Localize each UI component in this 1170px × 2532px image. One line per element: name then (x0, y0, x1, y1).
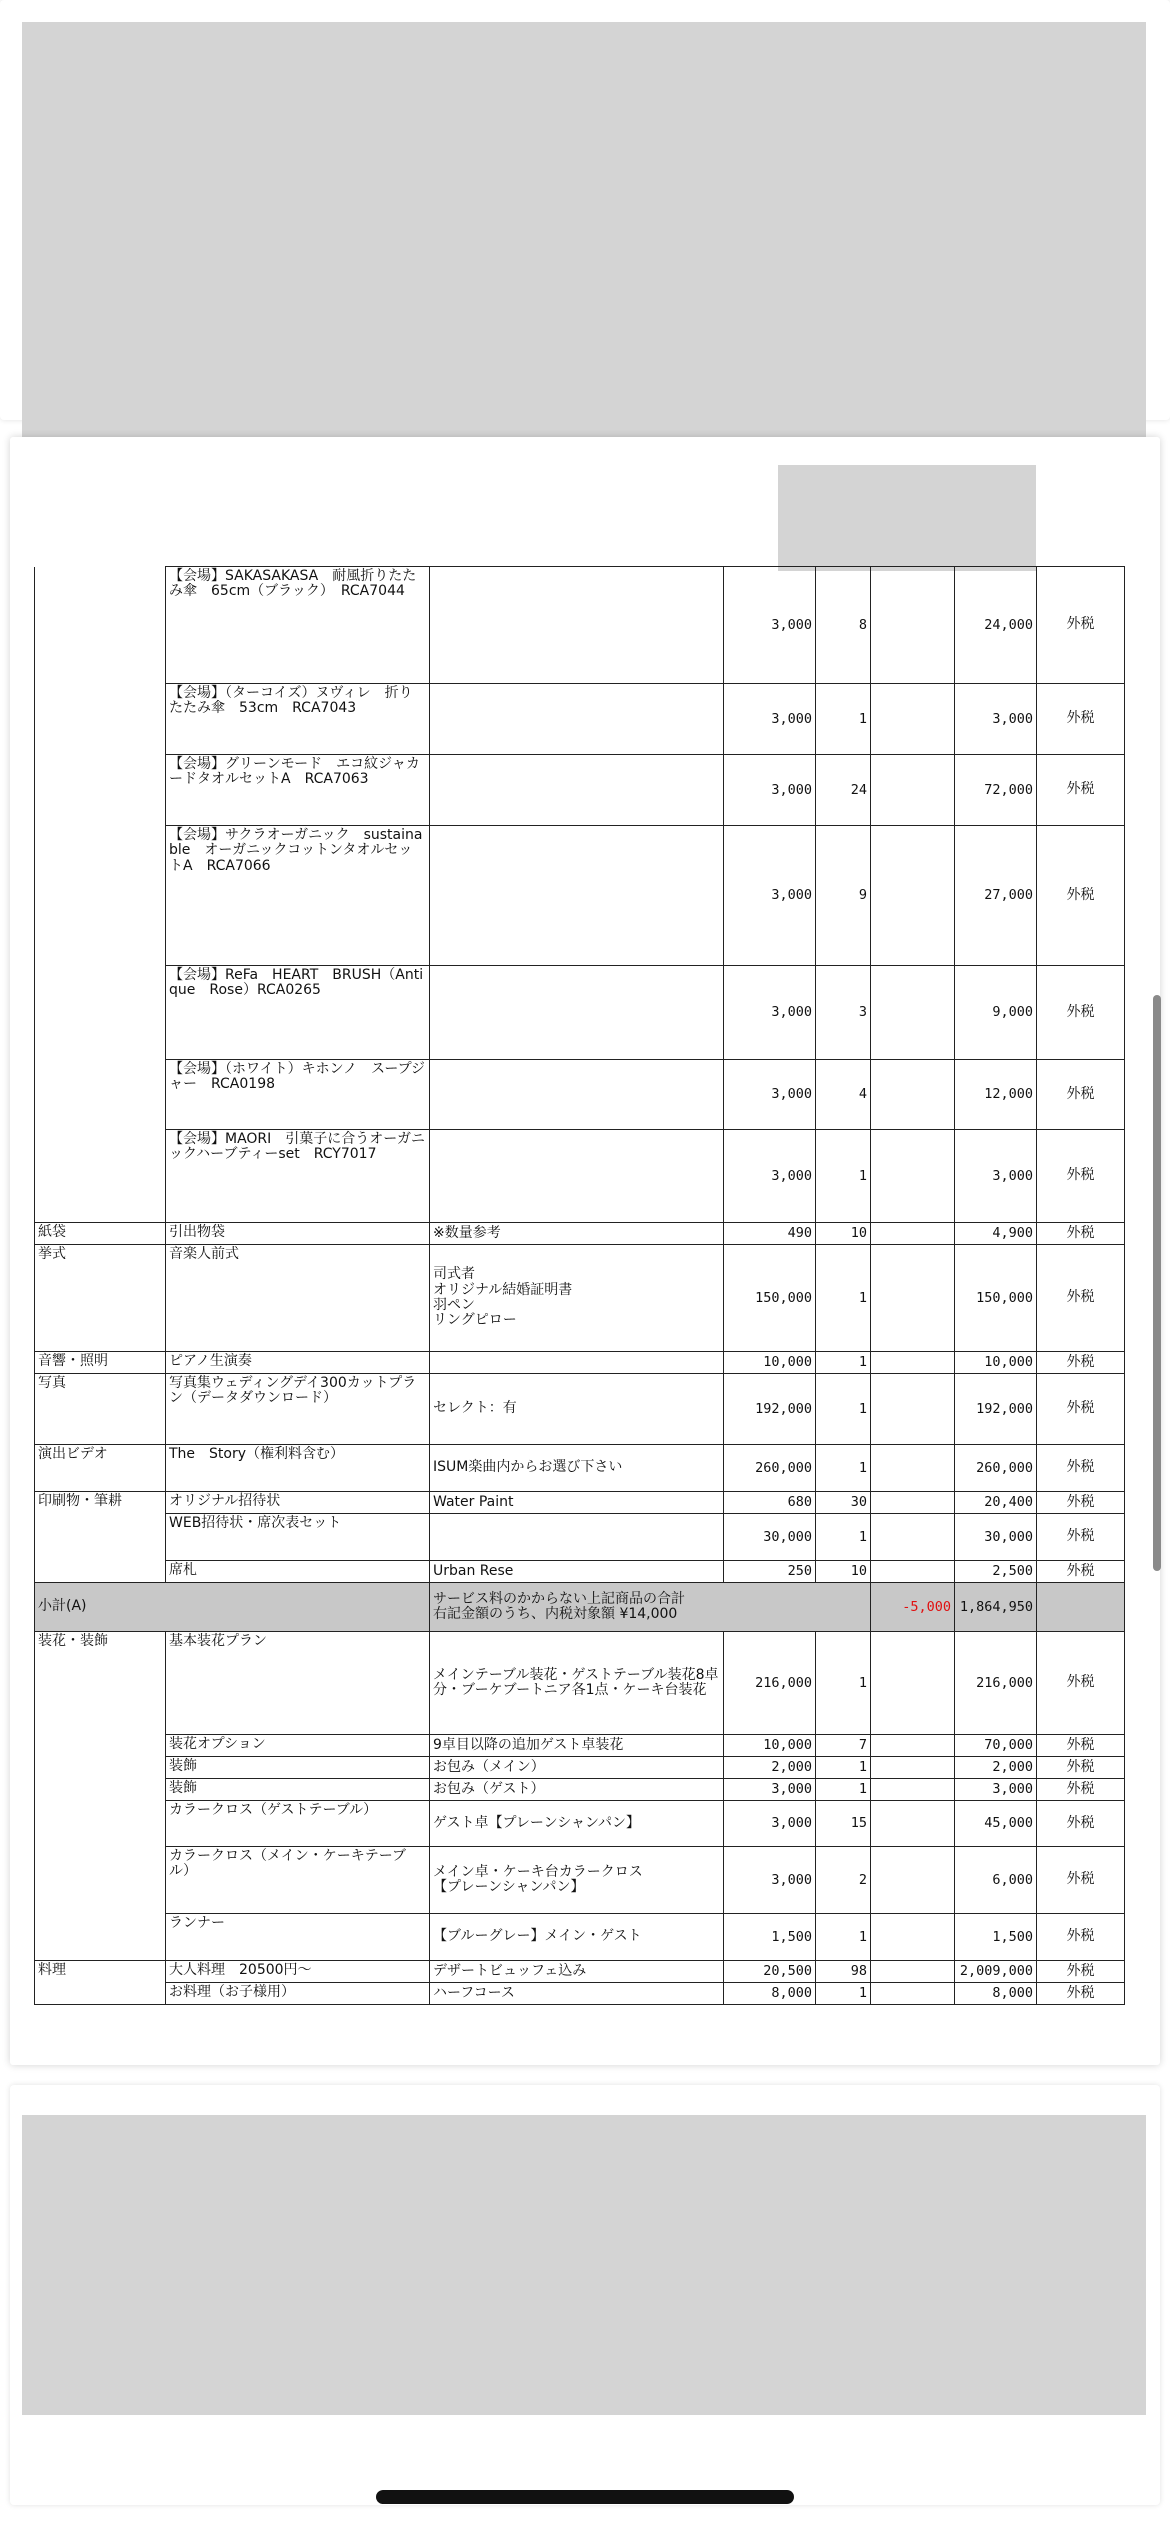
note-cell (430, 1060, 724, 1130)
discount-cell (871, 1779, 955, 1801)
estimate-rows-a (35, 567, 1125, 1583)
item-cell: The Story（権利料含む） (166, 1445, 430, 1492)
unit-price-cell: 192,000 (724, 1374, 816, 1445)
table-row (35, 1632, 1125, 1735)
tax-type-cell: 外税 (1037, 1757, 1125, 1779)
note-cell (430, 684, 724, 755)
note-cell: Water Paint (430, 1492, 724, 1514)
unit-price-cell: 20,500 (724, 1961, 816, 1983)
discount-cell (871, 1445, 955, 1492)
item-cell: 【会場】MAORI 引菓子に合うオーガニックハーブティーset RCY7017 (166, 1130, 430, 1223)
note-cell: 【ブルーグレー】メイン・ゲスト (430, 1914, 724, 1961)
discount-cell (871, 1914, 955, 1961)
item-cell: 装花オプション (166, 1735, 430, 1757)
note-cell: セレクト：有 (430, 1374, 724, 1445)
quantity-cell: 1 (816, 1352, 871, 1374)
tax-type-cell: 外税 (1037, 1445, 1125, 1492)
amount-cell: 3,000 (955, 1779, 1037, 1801)
discount-cell (871, 1801, 955, 1847)
table-row (35, 1223, 1125, 1245)
item-cell: ランナー (166, 1914, 430, 1961)
tax-type-cell: 外税 (1037, 684, 1125, 755)
item-cell: 基本装花プラン (166, 1632, 430, 1735)
discount-cell (871, 1514, 955, 1561)
quantity-cell: 9 (816, 826, 871, 966)
amount-cell: 2,009,000 (955, 1961, 1037, 1983)
tax-type-cell: 外税 (1037, 1352, 1125, 1374)
category-cell (35, 1847, 166, 1914)
unit-price-cell: 10,000 (724, 1735, 816, 1757)
category-cell (35, 1060, 166, 1130)
quantity-cell: 10 (816, 1561, 871, 1583)
table-row (35, 1847, 1125, 1914)
discount-cell (871, 1632, 955, 1735)
discount-cell (871, 755, 955, 826)
category-cell (35, 1130, 166, 1223)
discount-cell (871, 1223, 955, 1245)
discount-cell (871, 684, 955, 755)
amount-cell: 6,000 (955, 1847, 1037, 1914)
item-cell: お料理（お子様用） (166, 1983, 430, 2005)
tax-type-cell: 外税 (1037, 1245, 1125, 1352)
item-cell: 【会場】サクラオーガニック sustainable オーガニックコットンタオルセットA RCA7066 (166, 826, 430, 966)
subtotal-note-line1: サービス料のかからない上記商品の合計 (433, 1590, 685, 1607)
discount-cell (871, 826, 955, 966)
item-cell: 引出物袋 (166, 1223, 430, 1245)
quantity-cell: 1 (816, 1983, 871, 2005)
tax-type-cell: 外税 (1037, 1914, 1125, 1961)
scrollbar[interactable] (1153, 995, 1161, 1571)
discount-cell (871, 1961, 955, 1983)
tax-type-cell: 外税 (1037, 1561, 1125, 1583)
item-cell: 【会場】（ターコイズ）ヌヴィレ 折りたたみ傘 53cm RCA7043 (166, 684, 430, 755)
amount-cell: 150,000 (955, 1245, 1037, 1352)
tax-type-cell: 外税 (1037, 1223, 1125, 1245)
redacted-area-bottom (22, 2115, 1146, 2415)
category-cell (35, 755, 166, 826)
item-cell: 【会場】ReFa HEART BRUSH（Antique Rose）RCA0265 (166, 966, 430, 1060)
category-cell (35, 966, 166, 1060)
amount-cell: 192,000 (955, 1374, 1037, 1445)
note-cell: お包み（メイン） (430, 1757, 724, 1779)
quantity-cell: 1 (816, 1445, 871, 1492)
table-row (35, 1514, 1125, 1561)
table-row (35, 1374, 1125, 1445)
amount-cell: 3,000 (955, 684, 1037, 755)
quantity-cell: 1 (816, 684, 871, 755)
table-row (35, 826, 1125, 966)
tax-type-cell: 外税 (1037, 1847, 1125, 1914)
table-row (35, 966, 1125, 1060)
quantity-cell: 24 (816, 755, 871, 826)
item-cell: 席札 (166, 1561, 430, 1583)
amount-cell: 4,900 (955, 1223, 1037, 1245)
unit-price-cell: 3,000 (724, 1801, 816, 1847)
discount-cell (871, 1561, 955, 1583)
subtotal-note (430, 1583, 871, 1632)
tax-type-cell: 外税 (1037, 1735, 1125, 1757)
unit-price-cell: 680 (724, 1492, 816, 1514)
note-cell: ハーフコース (430, 1983, 724, 2005)
tax-type-cell: 外税 (1037, 1514, 1125, 1561)
category-cell (35, 1561, 166, 1583)
note-cell (430, 966, 724, 1060)
amount-cell: 45,000 (955, 1801, 1037, 1847)
unit-price-cell: 150,000 (724, 1245, 816, 1352)
quantity-cell: 1 (816, 1632, 871, 1735)
amount-cell: 260,000 (955, 1445, 1037, 1492)
home-indicator[interactable] (376, 2490, 794, 2504)
tax-type-cell: 外税 (1037, 1961, 1125, 1983)
table-row (35, 1492, 1125, 1514)
table-row (35, 1245, 1125, 1352)
table-row (35, 1779, 1125, 1801)
note-cell: ISUM楽曲内からお選び下さい (430, 1445, 724, 1492)
unit-price-cell: 30,000 (724, 1514, 816, 1561)
category-cell: 印刷物・筆耕 (35, 1492, 166, 1514)
category-cell (35, 1779, 166, 1801)
quantity-cell: 1 (816, 1245, 871, 1352)
category-cell (35, 1914, 166, 1961)
subtotal-tax (1037, 1583, 1125, 1632)
table-row (35, 1801, 1125, 1847)
discount-cell (871, 1352, 955, 1374)
subtotal-discount: -5,000 (871, 1583, 955, 1632)
table-row (35, 1352, 1125, 1374)
subtotal-note-line2: 右記金額のうち、内税対象額 ¥14,000 (433, 1606, 678, 1622)
amount-cell: 24,000 (955, 567, 1037, 684)
quantity-cell: 8 (816, 567, 871, 684)
estimate-rows-b (35, 1632, 1125, 2005)
discount-cell (871, 1983, 955, 2005)
redacted-area-top (22, 22, 1146, 440)
item-cell: 音楽人前式 (166, 1245, 430, 1352)
tax-type-cell: 外税 (1037, 1060, 1125, 1130)
quantity-cell: 98 (816, 1961, 871, 1983)
quantity-cell: 1 (816, 1757, 871, 1779)
item-cell: WEB招待状・席次表セット (166, 1514, 430, 1561)
item-cell: 写真集ウェディングデイ300カットプラン（データダウンロード） (166, 1374, 430, 1445)
item-cell: 【会場】グリーンモード エコ紋ジャカードタオルセットA RCA7063 (166, 755, 430, 826)
item-cell: 装飾 (166, 1779, 430, 1801)
unit-price-cell: 216,000 (724, 1632, 816, 1735)
category-cell: 写真 (35, 1374, 166, 1445)
quantity-cell: 15 (816, 1801, 871, 1847)
quantity-cell: 1 (816, 1914, 871, 1961)
tax-type-cell: 外税 (1037, 755, 1125, 826)
tax-type-cell: 外税 (1037, 826, 1125, 966)
tax-type-cell: 外税 (1037, 1801, 1125, 1847)
discount-cell (871, 1847, 955, 1914)
unit-price-cell: 3,000 (724, 1060, 816, 1130)
category-cell: 音響・照明 (35, 1352, 166, 1374)
unit-price-cell: 3,000 (724, 1779, 816, 1801)
note-cell: 司式者 オリジナル結婚証明書 羽ペン リングピロー (430, 1245, 724, 1352)
quantity-cell: 1 (816, 1779, 871, 1801)
tax-type-cell: 外税 (1037, 1374, 1125, 1445)
note-cell (430, 826, 724, 966)
quantity-cell: 2 (816, 1847, 871, 1914)
unit-price-cell: 3,000 (724, 1847, 816, 1914)
tax-type-cell: 外税 (1037, 1983, 1125, 2005)
note-cell: メインテーブル装花・ゲストテーブル装花8卓分・ブーケブートニア各1点・ケーキ台装花 (430, 1632, 724, 1735)
table-row (35, 1561, 1125, 1583)
category-cell (35, 684, 166, 755)
category-cell: 演出ビデオ (35, 1445, 166, 1492)
discount-cell (871, 1757, 955, 1779)
table-row (35, 1757, 1125, 1779)
discount-cell (871, 1492, 955, 1514)
category-cell: 装花・装飾 (35, 1632, 166, 1735)
category-cell: 料理 (35, 1961, 166, 1983)
table-row (35, 1961, 1125, 1983)
unit-price-cell: 1,500 (724, 1914, 816, 1961)
table-row (35, 1060, 1125, 1130)
amount-cell: 1,500 (955, 1914, 1037, 1961)
table-row (35, 1735, 1125, 1757)
item-cell: カラークロス（ゲストテーブル） (166, 1801, 430, 1847)
tax-type-cell: 外税 (1037, 966, 1125, 1060)
table-row (35, 1914, 1125, 1961)
note-cell: ※数量参考 (430, 1223, 724, 1245)
item-cell: 装飾 (166, 1757, 430, 1779)
unit-price-cell: 260,000 (724, 1445, 816, 1492)
discount-cell (871, 1374, 955, 1445)
tax-type-cell: 外税 (1037, 567, 1125, 684)
subtotal-amount: 1,864,950 (955, 1583, 1037, 1632)
unit-price-cell: 8,000 (724, 1983, 816, 2005)
table-row (35, 1445, 1125, 1492)
table-row (35, 567, 1125, 684)
discount-cell (871, 1245, 955, 1352)
table-row (35, 1130, 1125, 1223)
note-cell (430, 1352, 724, 1374)
unit-price-cell: 3,000 (724, 567, 816, 684)
note-cell (430, 1130, 724, 1223)
amount-cell: 27,000 (955, 826, 1037, 966)
discount-cell (871, 966, 955, 1060)
unit-price-cell: 490 (724, 1223, 816, 1245)
item-cell: オリジナル招待状 (166, 1492, 430, 1514)
category-cell (35, 1983, 166, 2005)
item-cell: 【会場】（ホワイト）キホンノ スープジャー RCA0198 (166, 1060, 430, 1130)
item-cell: 大人料理 20500円～ (166, 1961, 430, 1983)
category-cell (35, 1757, 166, 1779)
amount-cell: 72,000 (955, 755, 1037, 826)
unit-price-cell: 250 (724, 1561, 816, 1583)
amount-cell: 70,000 (955, 1735, 1037, 1757)
category-cell (35, 1801, 166, 1847)
note-cell (430, 1514, 724, 1561)
unit-price-cell: 3,000 (724, 684, 816, 755)
category-cell (35, 1514, 166, 1561)
item-cell: ピアノ生演奏 (166, 1352, 430, 1374)
amount-cell: 8,000 (955, 1983, 1037, 2005)
quantity-cell: 10 (816, 1223, 871, 1245)
quantity-cell: 3 (816, 966, 871, 1060)
unit-price-cell: 10,000 (724, 1352, 816, 1374)
note-cell (430, 755, 724, 826)
category-cell: 挙式 (35, 1245, 166, 1352)
note-cell: デザートビュッフェ込み (430, 1961, 724, 1983)
note-cell (430, 567, 724, 684)
tax-type-cell: 外税 (1037, 1779, 1125, 1801)
tax-type-cell: 外税 (1037, 1492, 1125, 1514)
unit-price-cell: 3,000 (724, 966, 816, 1060)
category-cell (35, 1735, 166, 1757)
quantity-cell: 4 (816, 1060, 871, 1130)
amount-cell: 30,000 (955, 1514, 1037, 1561)
unit-price-cell: 2,000 (724, 1757, 816, 1779)
amount-cell: 2,000 (955, 1757, 1037, 1779)
quantity-cell: 7 (816, 1735, 871, 1757)
redacted-area-header (778, 465, 1036, 571)
subtotal-row (35, 1583, 1125, 1632)
category-cell: 紙袋 (35, 1223, 166, 1245)
amount-cell: 2,500 (955, 1561, 1037, 1583)
note-cell: ゲスト卓【プレーンシャンパン】 (430, 1801, 724, 1847)
estimate-table (34, 566, 1125, 2005)
quantity-cell: 1 (816, 1374, 871, 1445)
amount-cell: 20,400 (955, 1492, 1037, 1514)
item-cell: カラークロス（メイン・ケーキテーブル） (166, 1847, 430, 1914)
tax-type-cell: 外税 (1037, 1130, 1125, 1223)
note-cell: メイン卓・ケーキ台カラークロス 【プレーンシャンパン】 (430, 1847, 724, 1914)
unit-price-cell: 3,000 (724, 1130, 816, 1223)
subtotal-label: 小計(A) (35, 1583, 430, 1632)
unit-price-cell: 3,000 (724, 755, 816, 826)
amount-cell: 3,000 (955, 1130, 1037, 1223)
discount-cell (871, 1735, 955, 1757)
amount-cell: 12,000 (955, 1060, 1037, 1130)
note-cell: Urban Rese (430, 1561, 724, 1583)
table-row (35, 684, 1125, 755)
unit-price-cell: 3,000 (724, 826, 816, 966)
amount-cell: 216,000 (955, 1632, 1037, 1735)
discount-cell (871, 567, 955, 684)
note-cell: 9卓目以降の追加ゲスト卓装花 (430, 1735, 724, 1757)
category-cell (35, 567, 166, 684)
amount-cell: 9,000 (955, 966, 1037, 1060)
quantity-cell: 30 (816, 1492, 871, 1514)
item-cell: 【会場】SAKASAKASA 耐風折りたたみ傘 65cm（ブラック） RCA7044 (166, 567, 430, 684)
subtotal-section (35, 1583, 1125, 1632)
note-cell: お包み（ゲスト） (430, 1779, 724, 1801)
table-row (35, 755, 1125, 826)
discount-cell (871, 1130, 955, 1223)
table-row (35, 1983, 1125, 2005)
quantity-cell: 1 (816, 1514, 871, 1561)
tax-type-cell: 外税 (1037, 1632, 1125, 1735)
amount-cell: 10,000 (955, 1352, 1037, 1374)
quantity-cell: 1 (816, 1130, 871, 1223)
category-cell (35, 826, 166, 966)
discount-cell (871, 1060, 955, 1130)
